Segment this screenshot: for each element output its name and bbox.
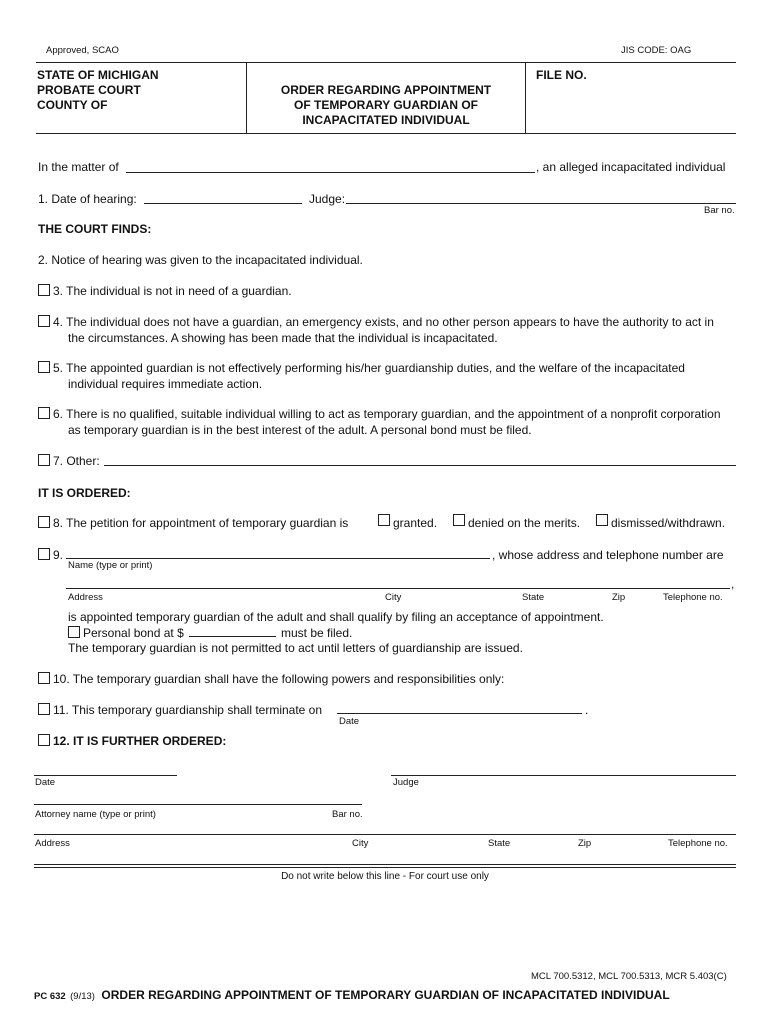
order-11: 11. This temporary guardianship shall terminate on (53, 703, 323, 717)
form-title-line-3: INCAPACITATED INDIVIDUAL (302, 113, 470, 127)
name-field-label: Name (type or print) (68, 560, 153, 571)
order-10: 10. The temporary guardian shall have the following powers and responsibilities only: (53, 672, 505, 686)
form-number: PC 632 (34, 991, 66, 1002)
address-label: Address (68, 592, 103, 603)
dismissed-checkbox[interactable] (596, 514, 608, 526)
zip-label: Zip (612, 592, 626, 603)
file-no-label: FILE NO. (536, 68, 587, 82)
other-finding-field[interactable] (104, 465, 736, 466)
bond-suffix: must be filed. (281, 626, 353, 640)
telephone-label: Telephone no. (663, 592, 723, 603)
denied-checkbox[interactable] (453, 514, 465, 526)
jis-code-label: JIS CODE: OAG (621, 45, 692, 56)
attorney-city-label: City (352, 838, 369, 849)
order-9: 9. (53, 548, 64, 562)
bond-amount-field[interactable] (189, 636, 276, 637)
finding-6-line-1: 6. There is no qualified, suitable individual willing to act as temporary guardian, and the appointment of a nonprofit corporation (53, 407, 721, 421)
judge-label: Judge: (309, 192, 346, 206)
attorney-bar-no-label: Bar no. (332, 809, 363, 820)
matter-prefix: In the matter of (38, 160, 119, 174)
guardian-address-field[interactable] (66, 588, 730, 589)
matter-suffix: , an alleged incapacitated individual (536, 160, 726, 174)
state-label-9: State (522, 592, 545, 603)
order-12: 12. IT IS FURTHER ORDERED: (53, 734, 227, 748)
form-title (247, 83, 525, 128)
approved-label: Approved, SCAO (46, 45, 119, 56)
hearing-date-field[interactable] (144, 203, 302, 204)
court-label: PROBATE COURT (37, 83, 141, 97)
finding-3: 3. The individual is not in need of a guardian. (53, 284, 292, 298)
finding-7: 7. Other: (53, 454, 100, 468)
court-use-divider-top (34, 864, 736, 865)
finding-2: 2. Notice of hearing was given to the incapacitated individual. (38, 253, 363, 267)
attorney-zip-label: Zip (578, 838, 592, 849)
granted-checkbox[interactable] (378, 514, 390, 526)
judge-bar-no-label: Bar no. (704, 205, 735, 216)
granted-label: granted. (393, 516, 438, 530)
footer-form-title: ORDER REGARDING APPOINTMENT OF TEMPORARY GUARDIAN OF INCAPACITATED INDIVIDUAL (101, 988, 670, 1002)
form-footer (34, 986, 670, 1004)
finding-6-line-2: as temporary guardian is in the best interest of the adult. A personal bond must be filed. (68, 423, 532, 437)
form-title-line-2: OF TEMPORARY GUARDIAN OF (293, 98, 478, 112)
address-comma: , (731, 577, 735, 591)
bond-checkbox[interactable] (68, 626, 80, 638)
finding-3-checkbox[interactable] (38, 284, 50, 296)
form-date: (9/13) (70, 991, 95, 1002)
ordered-heading: IT IS ORDERED: (38, 486, 131, 500)
order-10-checkbox[interactable] (38, 672, 50, 684)
not-permitted-text: The temporary guardian is not permitted to act until letters of guardianship are issued. (68, 641, 523, 655)
signature-date-label: Date (35, 777, 56, 788)
finding-7-checkbox[interactable] (38, 454, 50, 466)
order-12-checkbox[interactable] (38, 734, 50, 746)
judge-signature-field[interactable] (391, 775, 736, 776)
order-11-checkbox[interactable] (38, 703, 50, 715)
matter-name-field[interactable] (126, 172, 535, 173)
court-use-text: Do not write below this line - For court use only (281, 871, 489, 882)
header-box (36, 62, 736, 134)
state-label: STATE OF MICHIGAN (37, 68, 159, 82)
order-8-checkbox[interactable] (38, 516, 50, 528)
dismissed-label: dismissed/withdrawn. (611, 516, 726, 530)
finding-6-checkbox[interactable] (38, 407, 50, 419)
court-finds-heading: THE COURT FINDS: (38, 222, 152, 236)
order-9-checkbox[interactable] (38, 548, 50, 560)
court-use-divider-bottom (34, 867, 736, 868)
finding-4-line-2: the circumstances. A showing has been made that the individual is incapacitated. (68, 331, 498, 345)
form-title-line-1: ORDER REGARDING APPOINTMENT (280, 83, 492, 97)
city-label: City (385, 592, 402, 603)
finding-4-checkbox[interactable] (38, 315, 50, 327)
finding-5-line-2: individual requires immediate action. (68, 377, 263, 391)
guardian-name-field[interactable] (66, 558, 490, 559)
appointed-text: is appointed temporary guardian of the adult and shall qualify by filing an acceptance of appointment. (68, 610, 604, 624)
attorney-address-field[interactable] (34, 834, 736, 835)
attorney-address-label: Address (35, 838, 70, 849)
judge-field[interactable] (346, 203, 736, 204)
attorney-name-field[interactable] (34, 804, 362, 805)
termination-date-label: Date (339, 716, 360, 727)
signature-date-field[interactable] (34, 775, 177, 776)
bond-prefix: Personal bond at $ (83, 626, 184, 640)
county-label: COUNTY OF (37, 98, 108, 112)
judge-signature-label: Judge (393, 777, 419, 788)
hearing-date-label: 1. Date of hearing: (38, 192, 137, 206)
header-divider-2 (525, 63, 526, 133)
finding-5-line-1: 5. The appointed guardian is not effectively performing his/her guardianship duties, and the welfare of the incapacitated (53, 361, 685, 375)
attorney-phone-label: Telephone no. (668, 838, 728, 849)
finding-5-checkbox[interactable] (38, 361, 50, 373)
order-11-period: . (585, 703, 589, 717)
denied-label: denied on the merits. (468, 516, 581, 530)
finding-4-line-1: 4. The individual does not have a guardian, an emergency exists, and no other person appears to have the authority to act in (53, 315, 714, 329)
attorney-state-label: State (488, 838, 511, 849)
order-9-suffix: , whose address and telephone number are (492, 548, 724, 562)
order-8: 8. The petition for appointment of temporary guardian is (53, 516, 349, 530)
attorney-name-label: Attorney name (type or print) (35, 809, 156, 820)
termination-date-field[interactable] (337, 713, 582, 714)
citations: MCL 700.5312, MCL 700.5313, MCR 5.403(C) (531, 971, 727, 982)
